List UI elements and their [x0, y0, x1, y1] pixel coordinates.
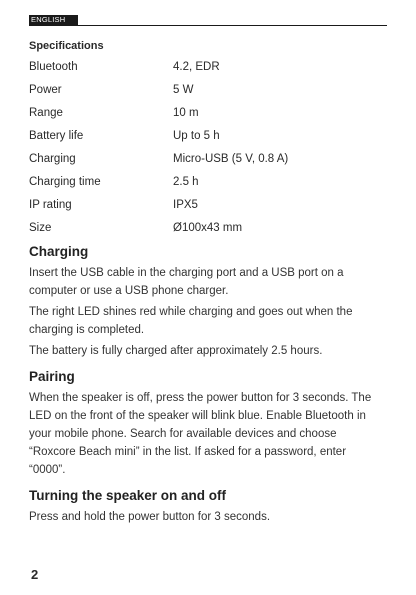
spec-row: [29, 105, 384, 128]
spec-row: [29, 128, 384, 151]
specifications-table: [29, 59, 384, 243]
specifications-title: Specifications: [29, 40, 104, 52]
spec-row: [29, 197, 384, 220]
charging-heading: Charging: [29, 244, 89, 259]
turning-on-off-paragraph: Press and hold the power button for 3 seconds.: [29, 511, 271, 523]
spec-value: 4.2, EDR: [173, 61, 220, 73]
page-content: [29, 38, 384, 526]
spec-key: Charging time: [29, 176, 101, 188]
page-number: 2: [31, 567, 39, 582]
language-label: ENGLISH: [29, 15, 78, 25]
spec-key: Bluetooth: [29, 61, 78, 73]
spec-key: Battery life: [29, 130, 84, 142]
spec-value: 2.5 h: [173, 176, 199, 188]
spec-value: Ø100x43 mm: [173, 222, 243, 234]
spec-key: Size: [29, 222, 52, 234]
spec-key: Charging: [29, 153, 76, 165]
spec-row: [29, 151, 384, 174]
spec-row: [29, 59, 384, 82]
spec-key: Power: [29, 84, 62, 96]
pairing-paragraph: When the speaker is off, press the power button for 3 seconds. The LED on the front of the speaker will blink blue. Enable Bluetooth in your mobile phone. Search for available devices and choose “Roxcore Beach mini” in the list. If asked for a password, enter “0000”.: [29, 392, 372, 476]
spec-value: 10 m: [173, 107, 199, 119]
charging-paragraph: The battery is fully charged after approximately 2.5 hours.: [29, 345, 323, 357]
spec-row: [29, 220, 384, 243]
spec-key: IP rating: [29, 199, 72, 211]
spec-row: [29, 82, 384, 105]
header-rule: [29, 25, 387, 26]
spec-value: IPX5: [173, 199, 198, 211]
turning-on-off-heading: Turning the speaker on and off: [29, 488, 227, 503]
charging-paragraph: The right LED shines red while charging and goes out when the charging is completed.: [29, 306, 353, 336]
spec-row: [29, 174, 384, 197]
spec-value: Up to 5 h: [173, 130, 220, 142]
language-header: [29, 15, 387, 28]
spec-value: 5 W: [173, 84, 194, 96]
spec-value: Micro-USB (5 V, 0.8 A): [173, 153, 289, 165]
spec-key: Range: [29, 107, 63, 119]
charging-paragraph: Insert the USB cable in the charging port and a USB port on a computer or use a USB phone charger.: [29, 267, 344, 297]
pairing-heading: Pairing: [29, 369, 75, 384]
